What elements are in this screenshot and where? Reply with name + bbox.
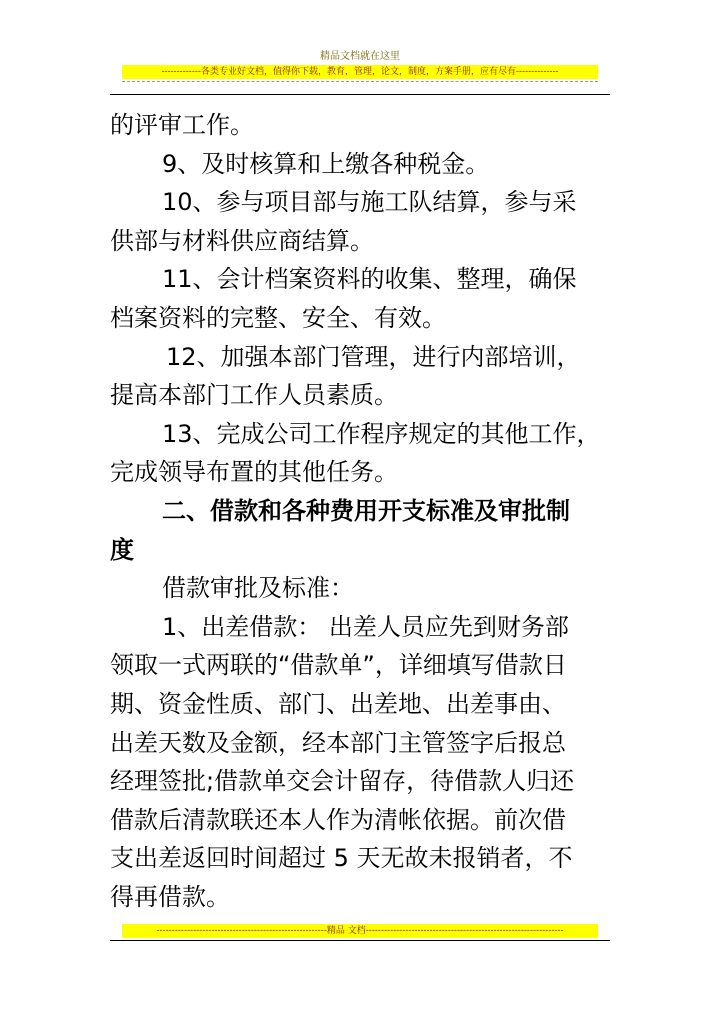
text-line: 出差天数及金额，经本部门主管签字后报总 [110,728,566,757]
page-footer [110,918,610,948]
text-line: 期、资金性质、部门、出差地、出差事由、 [110,689,566,718]
text-line: 得再借款。 [110,882,230,911]
header-dashed-rule [122,81,598,83]
text-line: 领取一式两联的“借款单”，详细填写借款日 [110,651,567,680]
document-body [110,106,610,916]
text-line: 12、加强本部门管理，进行内部培训， [166,342,581,371]
text-line: 1、出差借款： 出差人员应先到财务部 [162,612,569,641]
text-line: 档案资料的完整、安全、有效。 [110,303,446,332]
text-line: 借款后清款联还本人作为清帐依据。前次借 [110,805,566,834]
text-line: 经理签批;借款单交会计留存，待借款人归还 [110,767,575,796]
footer-label: --------------------------------------------------------精品 文档----------------------------------------------------------------- [122,924,598,938]
text-line: 提高本部门工作人员素质。 [110,381,398,410]
page-header [110,50,610,96]
section-heading: 二、借款和各种费用开支标准及审批制 [162,496,570,525]
header-title: 精品文档就在这里 [320,51,400,62]
text-line: 13、完成公司工作程序规定的其他工作， [162,419,601,448]
text-line: 的评审工作。 [110,111,254,139]
text-line: 支出差返回时间超过 5 天无故未报销者，不 [110,844,573,873]
header-subtitle: -------------各类专业好文档，值得你下载，教育，管理，论文，制度，方案手册，应有尽有-------------- [122,65,598,79]
subheading: 借款审批及标准： [162,574,354,603]
header-rule [110,94,610,95]
text-line: 完成领导布置的其他任务。 [110,458,398,487]
footer-rule [110,940,610,941]
text-line: 9、及时核算和上缴各种税金。 [162,149,490,178]
text-line: 11、会计档案资料的收集、整理，确保 [162,265,577,294]
section-heading-cont: 度 [110,535,134,564]
text-line: 10、参与项目部与施工队结算，参与采 [162,188,577,217]
text-line: 供部与材料供应商结算。 [110,226,374,255]
